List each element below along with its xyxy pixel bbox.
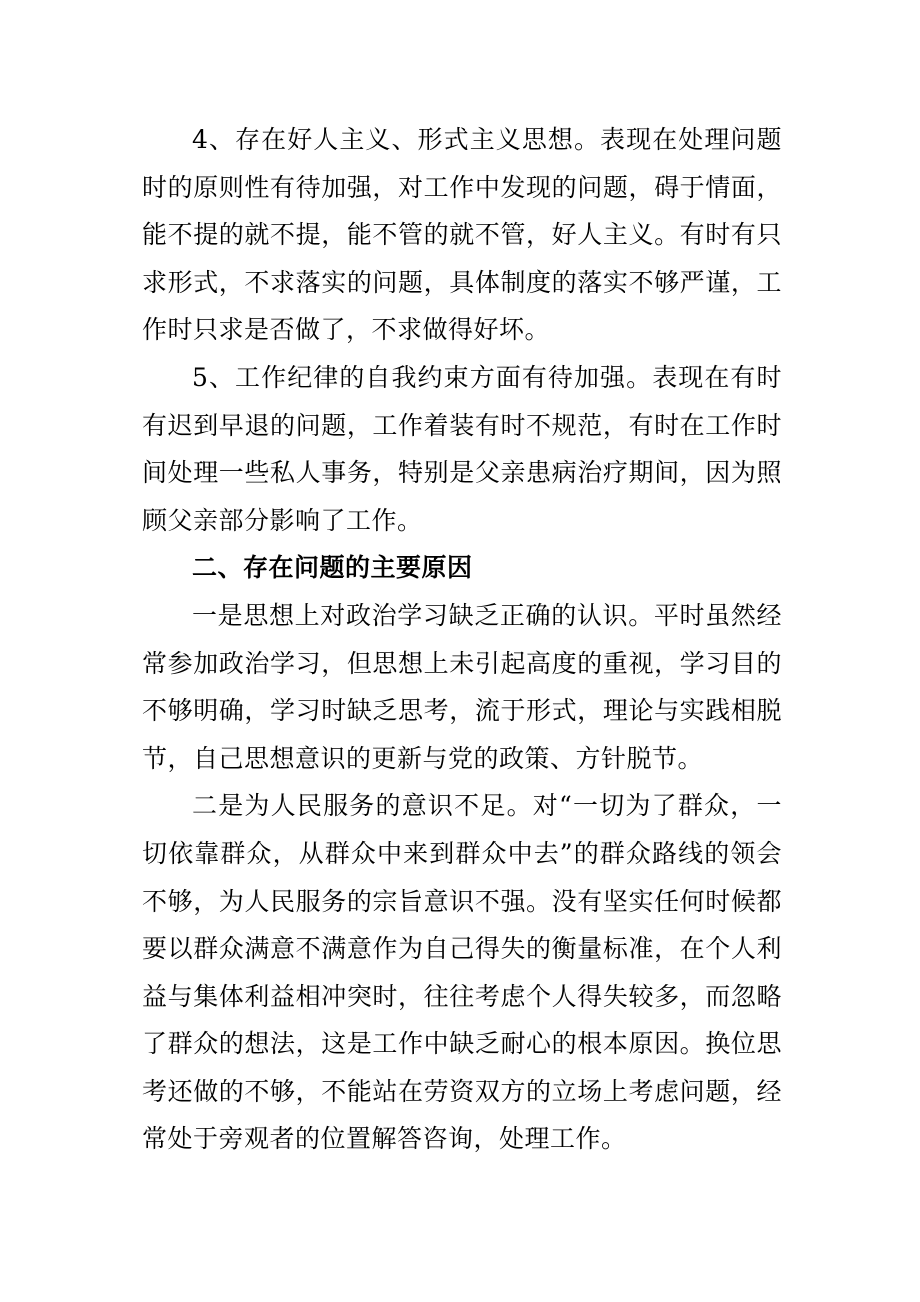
reason-paragraph-2: 二是为人民服务的意识不足。对“一切为了群众，一切依靠群众，从群众中来到群众中去”的群众路线的领会不够，为人民服务的宗旨意识不强。没有坚实任何时候都要以群众满意不满意作为自己得失的衡量标准，在个人利益与集体利益相冲突时，往往考虑个人得失较多，而忽略了群众的想法，这是工作中缺乏耐心的根本原因。换位思考还做的不够，不能站在劳资双方的立场上考虑问题，经常处于旁观者的位置解答咨询，处理工作。 bbox=[142, 791, 782, 1154]
section-heading: 二、存在问题的主要原因 bbox=[192, 553, 473, 583]
document-body bbox=[142, 116, 782, 1163]
reason-paragraph-1: 一是思想上对政治学习缺乏正确的认识。平时虽然经常参加政治学习，但思想上未引起高度的重视，学习目的不够明确，学习时缺乏思考，流于形式，理论与实践相脱节，自己思想意识的更新与党的政策、方针脱节。 bbox=[142, 600, 782, 773]
paragraph-item-4: 4、存在好人主义、形式主义思想。表现在处理问题时的原则性有待加强，对工作中发现的问题，碍于情面，能不提的就不提，能不管的就不管，好人主义。有时有只求形式，不求落实的问题，具体制度的落实不够严谨，工作时只求是否做了，不求做得好坏。 bbox=[142, 125, 782, 345]
paragraph-item-5: 5、工作纪律的自我约束方面有待加强。表现在有时有迟到早退的问题，工作着装有时不规范，有时在工作时间处理一些私人事务，特别是父亲患病治疗期间，因为照顾父亲部分影响了工作。 bbox=[142, 362, 782, 535]
